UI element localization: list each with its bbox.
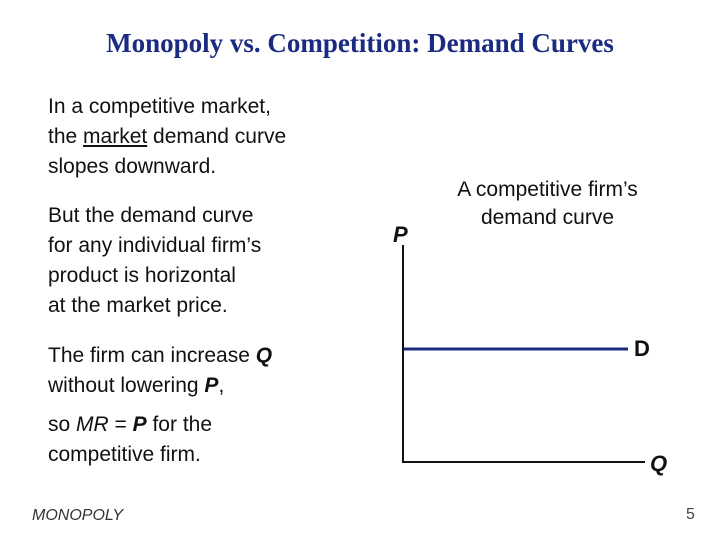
page-number: 5 bbox=[686, 506, 695, 523]
diagram-caption-line2: demand curve bbox=[480, 206, 615, 229]
p4-p: P bbox=[132, 413, 147, 436]
p4-line2: competitive firm. bbox=[48, 443, 201, 466]
slide-title: Monopoly vs. Competition: Demand Curves bbox=[106, 28, 614, 58]
p3-line2-post: , bbox=[218, 374, 225, 397]
p2-line4: at the market price. bbox=[48, 294, 228, 317]
demand-curve-label: D bbox=[634, 336, 650, 361]
p1-line1: In a competitive market, bbox=[48, 95, 271, 118]
p1-line2-post: demand curve bbox=[147, 125, 287, 148]
p4-eq: = bbox=[108, 413, 133, 436]
p1-line3: slopes downward. bbox=[48, 155, 217, 178]
p3-p: P bbox=[204, 374, 219, 397]
p3-line2-pre: without lowering bbox=[48, 374, 205, 397]
p2-line2: for any individual firm’s bbox=[48, 234, 262, 257]
p1-market-underlined: market bbox=[83, 125, 148, 148]
p2-line3: product is horizontal bbox=[48, 264, 236, 287]
p4-post: for the bbox=[146, 413, 213, 436]
y-axis-label: P bbox=[393, 222, 408, 247]
x-axis-label: Q bbox=[650, 451, 668, 476]
p2-line1: But the demand curve bbox=[48, 204, 254, 227]
footer-label: MONOPOLY bbox=[32, 507, 123, 524]
p4-pre: so bbox=[48, 413, 77, 436]
p4-mr: MR bbox=[76, 413, 109, 436]
diagram-caption-line1: A competitive firm’s bbox=[457, 178, 638, 201]
p3-q: Q bbox=[255, 344, 273, 367]
p1-line2-pre: the bbox=[48, 125, 84, 148]
p3-pre: The firm can increase bbox=[48, 344, 256, 367]
